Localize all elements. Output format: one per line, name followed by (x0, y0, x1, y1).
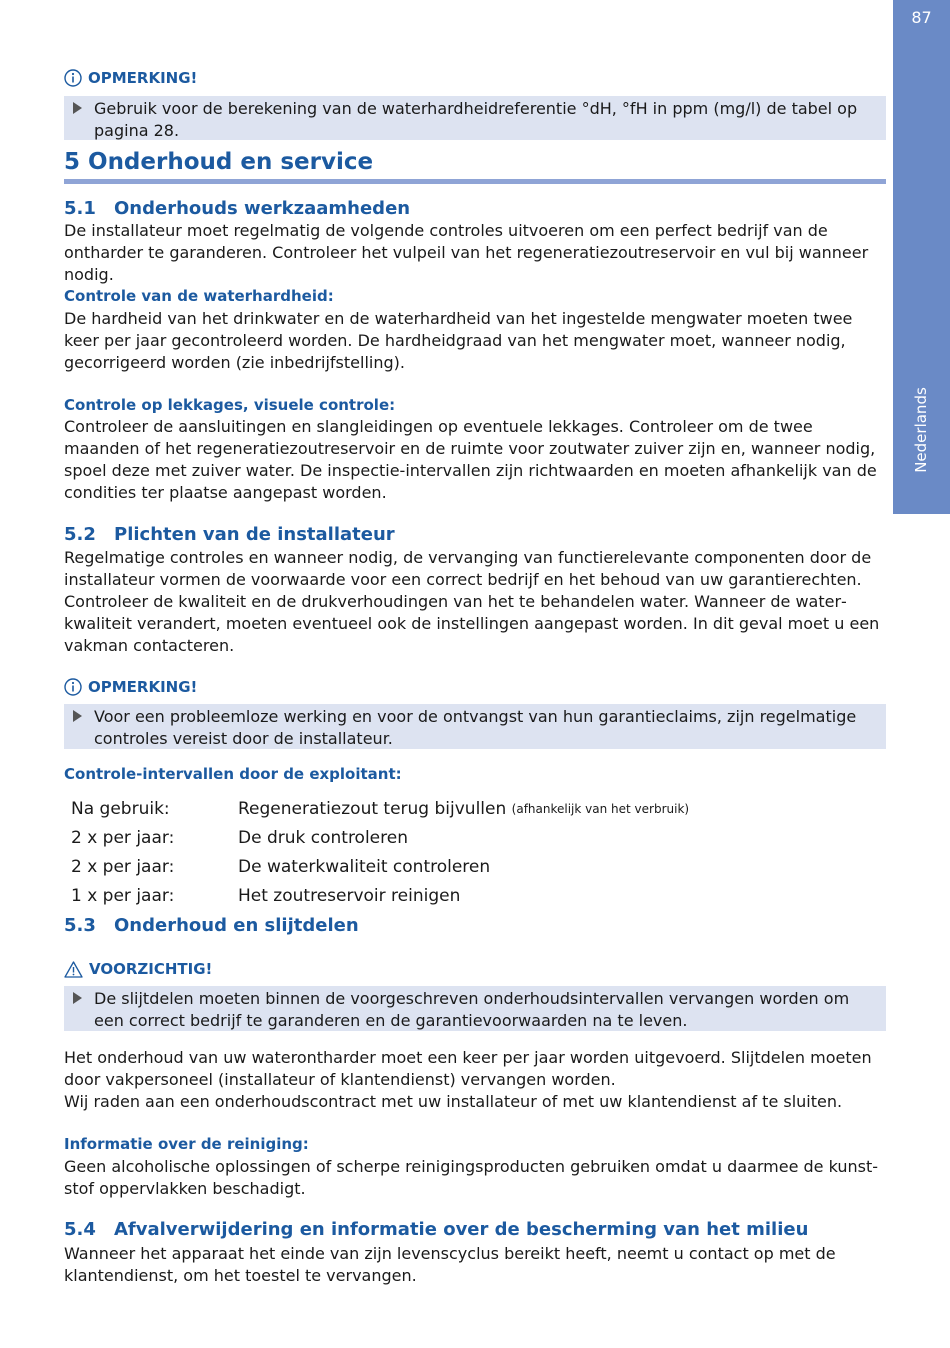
section-heading-5-1 (64, 198, 410, 219)
paragraph-waterhardness: De hardheid van het drinkwater en de waterhardheid van het ingestelde mengwater moeten twee keer per jaar gecontroleerd worden. De hardheidgraad van het mengwater moet, wanneer nodig, gecorrigeerd worden (zie inbedrijfstelling). (64, 309, 853, 372)
subheading-leakage: Controle op lekkages, visuele controle: (64, 396, 396, 414)
subheading-cleaning: Informatie over de reiniging: (64, 1135, 309, 1153)
section-number: 5.4 (64, 1219, 96, 1240)
bullet-arrow-icon (73, 710, 82, 722)
caution-box (64, 986, 886, 1031)
schedule-when: 2 x per jaar: (71, 827, 175, 848)
info-icon (64, 69, 82, 87)
schedule-row (71, 852, 881, 881)
section-heading-5-2 (64, 524, 395, 545)
subheading-schedule: Controle-intervallen door de exploitant: (64, 765, 402, 783)
schedule-what: De waterkwaliteit controleren (238, 856, 491, 877)
schedule-when: 1 x per jaar: (71, 885, 175, 906)
caution-heading-text: VOORZICHTIG! (89, 960, 213, 978)
note-text: Voor een probleemloze werking en voor de ontvangst van hun garantieclaims, zijn regelmatige controles vereist door de installateur. (94, 707, 857, 748)
paragraph-installer-duties: Regelmatige controles en wanneer nodig, de vervanging van functierelevante componenten door de installateur vormen de voorwaarde voor een correct bedrijf en het behoud van uw garantierechten. Controleer de kwaliteit en de drukverhoudingen van het te behandelen water. Wanneer de waterkwaliteit verandert, moeten eventueel ook de instellingen aangepast worden. In dit geval moet u een vakman contacteren. (64, 548, 880, 655)
paragraph-leakage: Controleer de aansluitingen en slangleidingen op eventuele lekkages. Controleer om de twee maanden of het regeneratiezoutreservoir en de ruimte voor zoutwater zuiver zijn en, wanneer nodig, spoel deze met zuiver water. De inspectie-intervallen zijn richtwaarden en moeten afhankelijk van de condities ter plaatse aangepast worden. (64, 417, 877, 502)
note-heading-text: OPMERKING! (88, 69, 198, 87)
bullet-arrow-icon (73, 992, 82, 1004)
paragraph-contract: Wij raden aan een onderhoudscontract met uw installateur of met uw klantendienst af te sluiten. (64, 1092, 843, 1111)
chapter-rule (64, 179, 886, 184)
schedule-row (71, 881, 881, 910)
section-heading-5-3 (64, 915, 359, 936)
paragraph-disposal: Wanneer het apparaat het einde van zijn levenscyclus bereikt heeft, neemt u contact op met de klantendienst, om het toestel te vervangen. (64, 1244, 836, 1285)
note-box (64, 704, 886, 749)
schedule-when: 2 x per jaar: (71, 856, 175, 877)
section-heading-5-4 (64, 1219, 808, 1240)
paragraph-maintenance: Het onderhoud van uw waterontharder moet een keer per jaar worden uitgevoerd. Slijtdelen moeten door vakpersoneel (installateur of klantendienst) vervangen worden. (64, 1048, 872, 1089)
schedule-table (71, 794, 881, 910)
info-icon (64, 678, 82, 696)
caution-heading (64, 960, 212, 978)
section-intro: De installateur moet regelmatig de volgende controles uitvoeren om een perfect bedrijf van de ontharder te garanderen. Controleer het vulpeil van het regeneratiezoutreservoir en vul bij wanneer nodig. (64, 221, 869, 284)
schedule-when: Na gebruik: (71, 798, 170, 819)
chapter-title: 5 Onderhoud en service (64, 149, 374, 175)
schedule-what: Regeneratiezout terug bijvullen (238, 798, 507, 819)
paragraph-cleaning: Geen alcoholische oplossingen of scherpe reinigingsproducten gebruiken omdat u daarmee de kunststof oppervlakken beschadigt. (64, 1157, 879, 1198)
section-number: 5.2 (64, 524, 96, 545)
section-title: Onderhoud en slijtdelen (114, 915, 359, 936)
schedule-what: Het zoutreservoir reinigen (238, 885, 461, 906)
section-number: 5.3 (64, 915, 96, 936)
note-heading (64, 69, 197, 87)
note-heading-text: OPMERKING! (88, 678, 198, 696)
warning-icon (64, 961, 83, 978)
caution-text: De slijtdelen moeten binnen de voorgeschreven onderhoudsintervallen vervangen worden om een correct bedrijf te garanderen en de garantievoorwaarden na te leven. (94, 989, 850, 1030)
section-title: Plichten van de installateur (114, 524, 395, 545)
schedule-row (71, 794, 881, 823)
subheading-waterhardness: Controle van de waterhardheid: (64, 287, 334, 305)
bullet-arrow-icon (73, 102, 82, 114)
note-box (64, 96, 886, 140)
section-title: Afvalverwijdering en informatie over de bescherming van het milieu (114, 1219, 809, 1240)
page-number: 87 (911, 8, 932, 27)
section-number: 5.1 (64, 198, 96, 219)
note-heading (64, 678, 197, 696)
note-text: Gebruik voor de berekening van de waterhardheidreferentie °dH, °fH in ppm (mg/l) de tabel op pagina 28. (94, 99, 858, 140)
schedule-note: (afhankelijk van het verbruik) (511, 801, 690, 816)
schedule-what: De druk controleren (238, 827, 408, 848)
section-title: Onderhouds werkzaamheden (114, 198, 411, 219)
schedule-row (71, 823, 881, 852)
side-tab-label: Nederlands (912, 387, 930, 473)
